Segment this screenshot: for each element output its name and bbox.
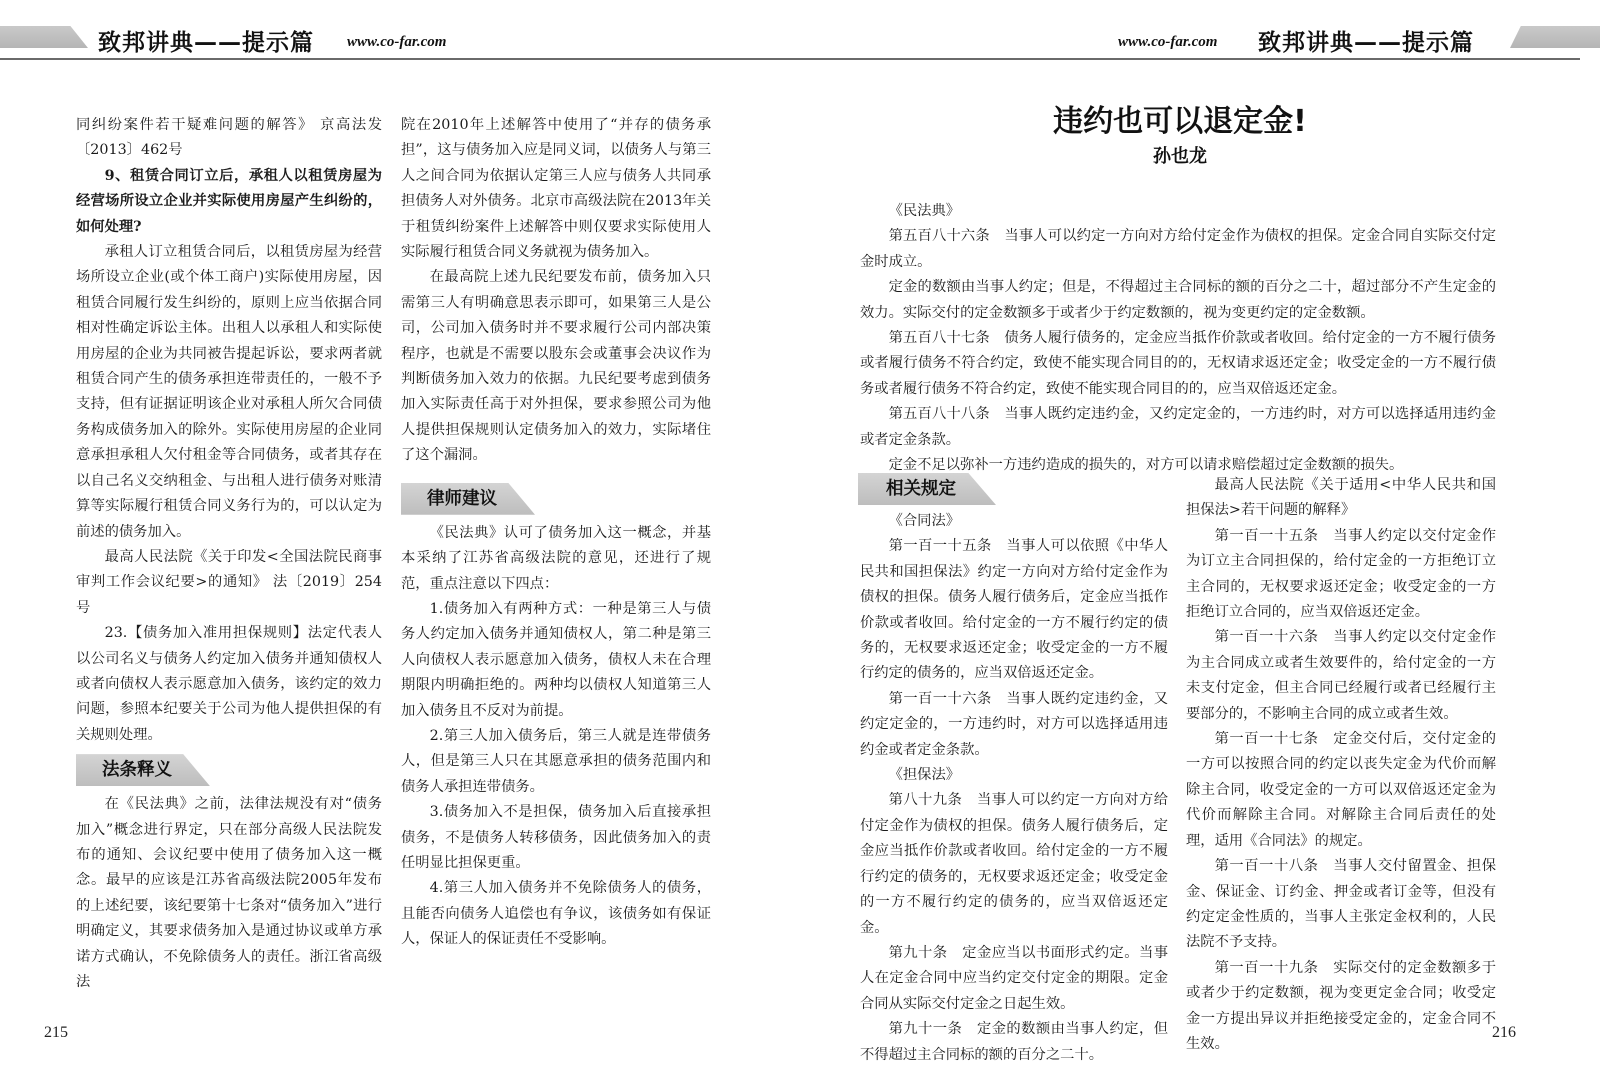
section-heading-label: 律师建议 — [427, 488, 497, 509]
left-page-column-1 — [76, 113, 382, 995]
statute-source: 《合同法》 — [888, 513, 961, 529]
page-number-left: 215 — [44, 1024, 68, 1041]
statute-source: 《民法典》 — [888, 203, 961, 219]
paragraph: 《民法典》认可了债务加入这一概念，并基本采纳了江苏省高级法院的意见，还进行了规范，重点注意以下四点： — [401, 524, 711, 592]
paragraph: 第一百一十六条 当事人既约定违约金，又约定定金的，一方违约时，对方可以选择适用违约金或者定金条款。 — [860, 690, 1168, 758]
paragraph: 在《民法典》之前，法律法规没有对“债务加入”概念进行界定，只在部分高级人民法院发布的通知、会议纪要中使用了债务加入这一概念。最早的应该是江苏省高级法院2005年发布的上述纪要，该纪要第十七条对“债务加入”进行明确定义，其要求债务加入是通过协议或单方承诺方式确认，不免除债务人的责任。浙江省高级法 — [76, 796, 382, 990]
right-header-url: www.co-far.com — [1118, 34, 1218, 50]
paragraph: 定金的数额由当事人约定；但是，不得超过主合同标的额的百分之二十，超过部分不产生定金的效力。实际交付的定金数额多于或者少于约定数额的，视为变更约定的定金数额。 — [860, 279, 1496, 321]
section-heading-label: 法条释义 — [102, 760, 172, 781]
right-header-rule — [800, 58, 1580, 60]
paragraph: 第一百一十五条 当事人可以依照《中华人民共和国担保法》约定一方向对方给付定金作为债权的担保。债务人履行债务后，定金应当抵作价款或者收回。给付定金的一方不履行约定的债务的，无权要求返还定金；收受定金的一方不履行约定的债务的，应当双倍返还定金。 — [860, 538, 1168, 682]
paragraph: 定金不足以弥补一方违约造成的损失的，对方可以请求赔偿超过定金数额的损失。 — [888, 457, 1404, 474]
section-heading-lawyer-advice — [401, 483, 711, 517]
statute-source: 最高人民法院《关于适用<中华人民共和国担保法>若干问题的解释》 — [1186, 477, 1496, 519]
page-number-right: 216 — [1492, 1024, 1516, 1041]
article-author: 孙也龙 — [1153, 146, 1207, 167]
paragraph: 第五百八十六条 当事人可以约定一方向对方给付定金作为债权的担保。定金合同自实际交付定金时成立。 — [860, 228, 1496, 270]
paragraph: 第一百一十七条 定金交付后，交付定金的一方可以按照合同的约定以丧失定金为代价而解除主合同，收受定金的一方可以双倍返还定金为代价而解除主合同。对解除主合同后责任的处理，适用《合同法》的规定。 — [1186, 731, 1496, 849]
section-heading-label: 相关规定 — [886, 479, 956, 499]
statute-source: 《担保法》 — [888, 767, 961, 784]
left-header-band — [0, 26, 88, 48]
paragraph: 在最高院上述九民纪要发布前，债务加入只需第三人有明确意思表示即可，如果第三人是公司，公司加入债务时并不要求履行公司内部决策程序，也就是不需要以股东会或董事会决议作为判断债务加入效力的依据。九民纪要考虑到债务加入实际责任高于对外担保，要求参照公司为他人提供担保规则认定债务加入的效力，实际堵住了这个漏洞。 — [401, 269, 711, 464]
paragraph: 同纠纷案件若干疑难问题的解答》 京高法发〔2013〕462号 — [76, 117, 382, 159]
right-page-statute-block — [860, 199, 1496, 478]
paragraph: 第九十一条 定金的数额由当事人约定，但不得超过主合同标的额的百分之二十。 — [860, 1021, 1168, 1063]
paragraph: 第一百一十九条 实际交付的定金数额多于或者少于约定数额，视为变更定金合同；收受定金一方提出异议并拒绝接受定金的，定金合同不生效。 — [1186, 959, 1496, 1052]
left-header-url: www.co-far.com — [347, 34, 447, 50]
right-header-title: 致邦讲典——提示篇 — [1258, 30, 1474, 56]
right-page-column-2 — [1186, 473, 1496, 1057]
paragraph: 1.债务加入有两种方式：一种是第三人与债务人约定加入债务并通知债权人，第二种是第三人向债权人表示愿意加入债务，债权人未在合理期限内明确拒绝的。两种均以债权人知道第三人加入债务且不反对为前提。 — [401, 600, 711, 719]
paragraph: 2.第三人加入债务后，第三人就是连带债务人，但是第三人只在其愿意承担的债务范围内和债务人承担连带债务。 — [401, 727, 711, 795]
paragraph: 第五百八十七条 债务人履行债务的，定金应当抵作价款或者收回。给付定金的一方不履行债务或者履行债务不符合约定，致使不能实现合同目的的，无权请求返还定金；收受定金的一方不履行债务或者履行债务不符合约定，致使不能实现合同目的的，应当双倍返还定金。 — [860, 330, 1496, 397]
article-title: 违约也可以退定金! — [1053, 104, 1307, 139]
right-page-column-1 — [860, 473, 1168, 1068]
paragraph: 第九十条 定金应当以书面形式约定。当事人在定金合同中应当约定交付定金的期限。定金合同从实际交付定金之日起生效。 — [860, 944, 1168, 1012]
left-header-title: 致邦讲典——提示篇 — [98, 30, 314, 56]
paragraph: 第一百一十八条 当事人交付留置金、担保金、保证金、订约金、押金或者订金等，但没有约定定金性质的，当事人主张定金权利的，人民法院不予支持。 — [1186, 858, 1496, 951]
left-page-column-2 — [401, 113, 711, 953]
paragraph: 承租人订立租赁合同后，以租赁房屋为经营场所设立企业(或个体工商户)实际使用房屋，因租赁合同履行发生纠纷的，原则上应当依据合同相对性确定诉讼主体。出租人以承租人和实际使用房屋的企业为共同被告提起诉讼，要求两者就租赁合同产生的债务承担连带责任的，一般不予支持，但有证据证明该企业对承租人所欠合同债务构成债务加入的除外。实际使用房屋的企业同意承担承租人欠付租金等合同债务，或者其存在以自己名义交纳租金、与出租人进行债务对账清算等实际履行租赁合同义务行为的，可以认定为前述的债务加入。 — [76, 244, 382, 540]
paragraph: 第八十九条 当事人可以约定一方向对方给付定金作为债权的担保。债务人履行债务后，定金应当抵作价款或者收回。给付定金的一方不履行约定的债务的，无权要求返还定金；收受定金的一方不履行约定的债务的，应当双倍返还定金。 — [860, 792, 1168, 936]
paragraph: 第一百一十六条 当事人约定以交付定金作为主合同成立或者生效要件的，给付定金的一方未支付定金，但主合同已经履行或者已经履行主要部分的，不影响主合同的成立或者生效。 — [1186, 629, 1496, 722]
paragraph: 第五百八十八条 当事人既约定违约金，又约定定金的，一方违约时，对方可以选择适用违约金或者定金条款。 — [860, 406, 1496, 448]
section-heading-related-rules — [860, 473, 1168, 507]
section-heading-interpretation — [76, 754, 382, 788]
paragraph: 4.第三人加入债务并不免除债务人的债务，且能否向债务人追偿也有争议，该债务如有保证人，保证人的保证责任不受影响。 — [401, 880, 711, 948]
right-header-band — [1510, 26, 1600, 48]
paragraph: 院在2010年上述解答中使用了“并存的债务承担”，这与债务加入应是同义词，以债务人与第三人之间合同为依据认定第三人应与债务人共同承担债务人对外债务。北京市高级法院在2013年关于租赁纠纷案件上述解答中则仅要求实际使用人实际履行租赁合同义务就视为债务加入。 — [401, 117, 711, 261]
question-heading: 9、租赁合同订立后，承租人以租赁房屋为经营场所设立企业并实际使用房屋产生纠纷的，如何处理? — [76, 167, 382, 235]
paragraph: 最高人民法院《关于印发<全国法院民商事审判工作会议纪要>的通知》 法〔2019〕254号 — [76, 548, 382, 616]
paragraph: 3.债务加入不是担保，债务加入后直接承担债务，不是债务人转移债务，因此债务加入的责任明显比担保更重。 — [401, 804, 711, 871]
paragraph: 第一百一十五条 当事人约定以交付定金作为订立主合同担保的，给付定金的一方拒绝订立主合同的，无权要求返还定金；收受定金的一方拒绝订立合同的，应当双倍返还定金。 — [1186, 527, 1496, 621]
left-header-rule — [0, 58, 800, 60]
paragraph: 23.【债务加入准用担保规则】法定代表人以公司名义与债务人约定加入债务并通知债权人或者向债权人表示愿意加入债务，该约定的效力问题，参照本纪要关于公司为他人提供担保的有关规则处理。 — [76, 625, 382, 743]
